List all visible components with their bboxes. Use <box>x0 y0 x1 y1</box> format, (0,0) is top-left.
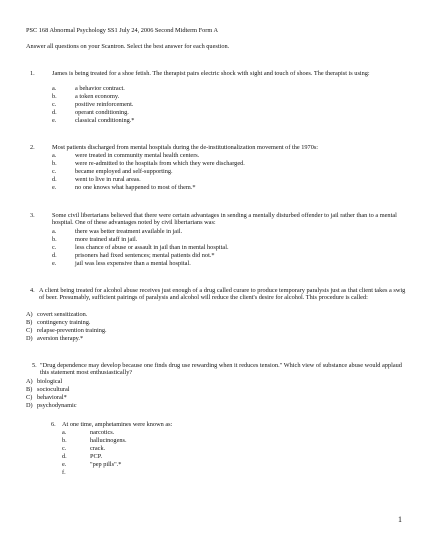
option-text: covert sensitization. <box>37 311 88 318</box>
option-text: a token economy. <box>75 93 120 100</box>
question-number: 2. <box>30 144 35 151</box>
option-text: contingency training. <box>37 319 91 326</box>
option-letter: e. <box>52 117 57 124</box>
question-stem: Most patients discharged from mental hospitals during the de-institutionalization movement of the 1970s: <box>52 144 319 151</box>
option-letter: B) <box>26 386 33 393</box>
option-letter: f. <box>62 469 66 476</box>
option-text: no one knows what happened to most of them.* <box>75 184 196 191</box>
option-text: operant conditioning. <box>75 109 129 116</box>
option-text: were treated in community mental health centers. <box>75 152 200 159</box>
option-letter: b. <box>52 93 57 100</box>
option-letter: A) <box>26 311 33 318</box>
option-letter: C) <box>26 394 33 401</box>
option-letter: D) <box>26 335 33 342</box>
exam-instructions: Answer all questions on your Scantron. Select the best answer for each question. <box>26 43 230 50</box>
option-text: sociocultural <box>37 386 70 393</box>
option-text: jail was less expensive than a mental hospital. <box>75 260 191 267</box>
option-text: more trained staff in jail. <box>75 236 138 243</box>
question-number: 3. <box>30 212 35 219</box>
option-letter: a. <box>62 429 67 436</box>
question-number: 1. <box>30 70 35 77</box>
option-letter: d. <box>52 252 57 259</box>
option-text: aversion therapy.* <box>37 335 84 342</box>
option-letter: d. <box>52 176 57 183</box>
option-letter: B) <box>26 319 33 326</box>
option-letter: e. <box>62 461 67 468</box>
question-stem: James is being treated for a shoe fetish. The therapist pairs electric shock with sight and touch of shoes. The therapist is using: <box>52 70 370 77</box>
option-text: there was better treatment available in jail. <box>75 228 183 235</box>
question-number: 4. <box>30 287 35 294</box>
option-text: less chance of abuse or assault in jail than in mental hospital. <box>75 244 229 251</box>
option-text: classical conditioning.* <box>75 117 135 124</box>
question-stem: "Drug dependence may develop because one finds drug use rewarding when it reduces tension." Which view of substance abuse would applaud this statement most enthusiastically? <box>40 362 402 377</box>
option-text: a behavior contract. <box>75 85 125 92</box>
option-text: behavioral* <box>37 394 67 401</box>
option-letter: d. <box>52 109 57 116</box>
option-letter: a. <box>52 152 57 159</box>
option-text: crack. <box>90 445 106 452</box>
option-letter: C) <box>26 327 33 334</box>
option-text: became employed and self-supporting. <box>75 168 173 175</box>
option-text: biological <box>37 378 63 385</box>
option-letter: b. <box>52 236 57 243</box>
option-letter: e. <box>52 184 57 191</box>
option-letter: A) <box>26 378 33 385</box>
option-text: relapse-prevention training. <box>37 327 107 334</box>
option-text: PCP. <box>90 453 103 460</box>
option-letter: b. <box>62 437 67 444</box>
question-stem: Some civil libertarians believed that there were certain advantages in sending a mentally disturbed offender to jail rather than to a mental hospital. One of these advantages noted by civil libertarians was: <box>52 212 397 227</box>
option-text: psychodynamic <box>37 402 77 409</box>
option-text: went to live in rural areas. <box>75 176 141 183</box>
option-letter: c. <box>62 445 67 452</box>
option-text: hallucinogens. <box>90 437 127 444</box>
option-text: prisoners had fixed sentences; mental patients did not.* <box>75 252 215 259</box>
option-letter: d. <box>62 453 67 460</box>
option-letter: a. <box>52 85 57 92</box>
option-letter: e. <box>52 260 57 267</box>
option-letter: c. <box>52 101 57 108</box>
question-stem: At one time, amphetamines were known as: <box>62 421 173 428</box>
page-number: 1 <box>398 515 402 524</box>
question-stem: A client being treated for alcohol abuse receives just enough of a drug called curare to produce temporary paralysis just as that client takes a swig of beer. Presumably, sufficient pairings of paralysis and alcohol will reduce the client's desire for alcohol. This procedure is called: <box>39 287 406 302</box>
option-text: were re-admitted to the hospitals from which they were discharged. <box>75 160 245 167</box>
option-letter: D) <box>26 402 33 409</box>
option-letter: b. <box>52 160 57 167</box>
option-letter: c. <box>52 244 57 251</box>
option-text: narcotics. <box>90 429 115 436</box>
option-text: positive reinforcement. <box>75 101 134 108</box>
option-letter: a. <box>52 228 57 235</box>
exam-header-title: PSC 168 Abnormal Psychology SS1 July 24, 2006 Second Midterm Form A <box>26 27 219 34</box>
question-number: 6. <box>51 421 56 428</box>
option-text: "pep pills".* <box>90 461 122 468</box>
question-number: 5. <box>32 362 37 369</box>
option-letter: c. <box>52 168 57 175</box>
